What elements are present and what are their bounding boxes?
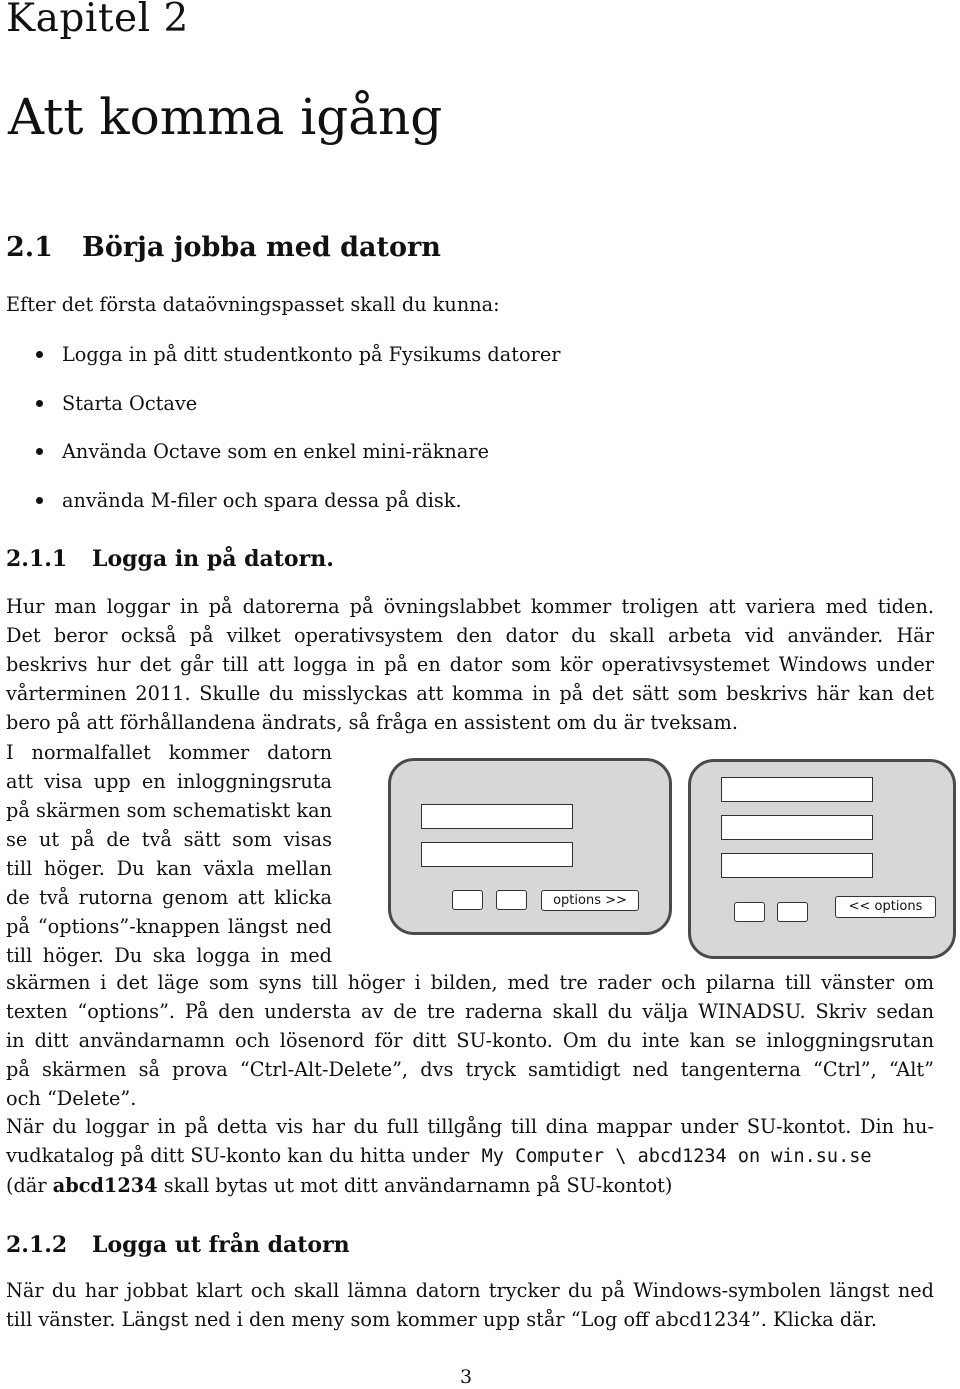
domain-field <box>721 853 873 878</box>
bullet-icon <box>36 351 43 358</box>
list-item: använda M-filer och spara dessa på disk. <box>36 486 560 535</box>
paragraph-logout: När du har jobbat klart och skall lämna datorn trycker du på Windows-symbolen längst ned till vänster. Längst ned i den meny som kommer upp står “Log off abcd1234”. Klicka där. <box>6 1279 934 1331</box>
password-field <box>421 842 573 867</box>
subsection-number: 2.1.1 <box>6 546 68 572</box>
chapter-title: Att komma igång <box>8 88 443 146</box>
paragraph-home-folder: När du loggar in på detta vis har du full tillgång till dina mappar under SU-kontot. Din hu- vudkatalog på ditt SU-konto kan du hitta under My Computer \ abcd1234 on win.su.se (där abcd1234 skall bytas ut mot ditt användarnamn på SU-kontot) <box>6 1115 934 1197</box>
list-item: Logga in på ditt studentkonto på Fysikums datorer <box>36 340 560 389</box>
paragraph-wrapped: I normalfallet kommer datorn att visa upp en inloggningsruta på skärmen som schematiskt kan se ut på de två sätt som visas till höger. Du kan växla mellan de två rutorna genom att klicka på “options”-knappen längst ned till höger. Du ska logga in med <box>6 741 332 967</box>
subsection-title: Logga ut från datorn <box>92 1232 350 1258</box>
login-box-three-rows <box>688 759 956 959</box>
section-number: 2.1 <box>6 232 53 263</box>
bullet-icon <box>36 448 43 455</box>
login-box-two-rows <box>388 758 672 935</box>
section-title: Börja jobba med datorn <box>82 232 441 263</box>
bullet-icon <box>36 400 43 407</box>
username-placeholder: abcd1234 <box>52 1174 158 1197</box>
bullet-icon <box>36 497 43 504</box>
subsection-title: Logga in på datorn. <box>92 546 334 572</box>
username-field <box>421 804 573 829</box>
password-field <box>721 815 873 840</box>
options-expand-button: options >> <box>541 890 639 911</box>
options-collapse-button: << options <box>835 896 936 918</box>
section-heading <box>6 232 441 263</box>
bullet-list <box>36 340 560 534</box>
subsection-heading-login <box>6 546 334 572</box>
ok-button <box>452 890 483 910</box>
username-field <box>721 777 873 802</box>
chapter-label: Kapitel 2 <box>6 0 189 41</box>
ok-button <box>734 902 765 922</box>
intro-text: Efter det första dataövningspasset skall du kunna: <box>6 293 500 316</box>
cancel-button <box>777 902 808 922</box>
list-item: Använda Octave som en enkel mini-räknare <box>36 437 560 486</box>
subsection-number: 2.1.2 <box>6 1232 68 1258</box>
list-item: Starta Octave <box>36 389 560 438</box>
cancel-button <box>496 890 527 910</box>
page-number: 3 <box>460 1366 473 1388</box>
folder-path: My Computer \ abcd1234 on win.su.se <box>481 1146 872 1167</box>
paragraph-login-instructions: skärmen i det läge som syns till höger i bilden, med tre rader och pilarna till vänster om texten “options”. På den understa av de tre raderna skall du välja WINADSU. Skriv sedan in ditt användarnamn och lösenord för ditt SU-konto. Om du inte kan se inloggningsrutan på skärmen så prova “Ctrl-Alt-Delete”, dvs tryck samtidigt ned tangenterna “Ctrl”, “Alt” och “Delete”. <box>6 971 934 1110</box>
paragraph-login-intro: Hur man loggar in på datorerna på övningslabbet kommer troligen att variera med tiden. Det beror också på vilket operativsystem den dator du skall arbeta vid använder. Här beskrivs hur det går till att logga in på en dator som kör operativsystemet Windows under vårterminen 2011. Skulle du misslyckas att komma in på det sätt som beskrivs här kan det bero på att förhållandena ändrats, så fråga en assistent om du är tveksam. <box>6 595 934 734</box>
subsection-heading-logout <box>6 1232 350 1258</box>
